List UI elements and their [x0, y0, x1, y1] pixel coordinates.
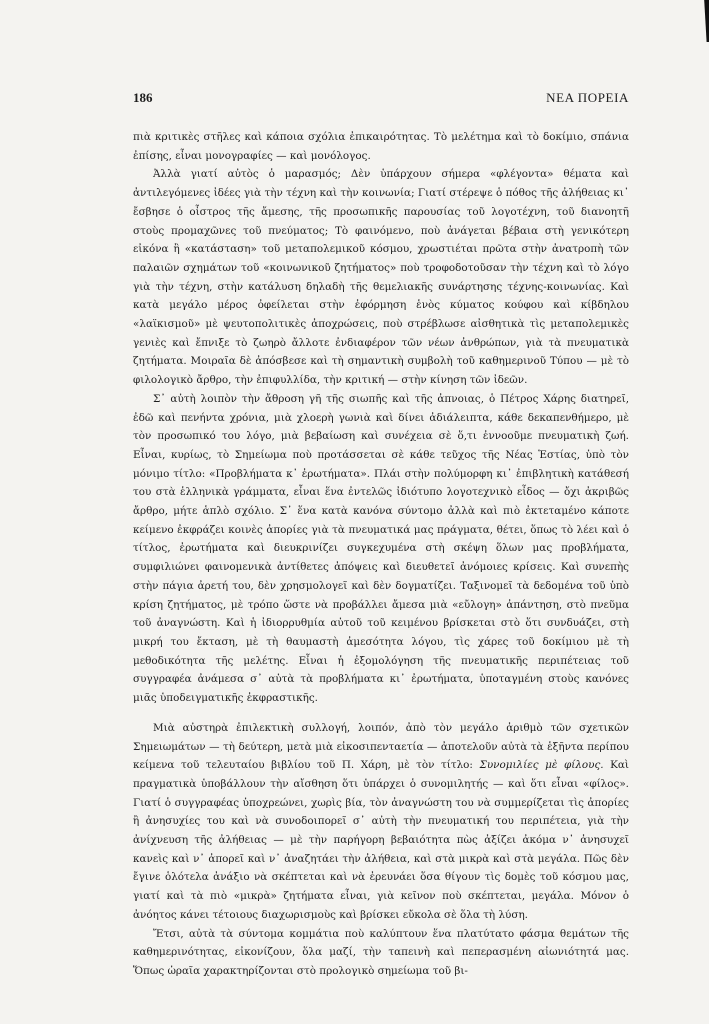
page-corner-shadow [703, 0, 709, 42]
article-body [133, 128, 629, 981]
paragraph-5: Ἔτσι, αὐτὰ τὰ σύντομα κομμάτια ποὺ καλύπτουν ἕνα πλατύτατο φάσμα θεμάτων τῆς καθημερινότητας, εἰκονίζουν, ὅλα μαζί, τὴν ταπεινὴ καὶ πεπερασμένη αἰωνιότητά μας. Ὅπως ὡραῖα χαρακτηρίζονται στὸ προλογικὸ σημείωμα τοῦ βι- [133, 927, 629, 977]
paragraph-1: πιὰ κριτικὲς στῆλες καὶ κάποια σχόλια ἐπικαιρότητας. Τὸ μελέτημα καὶ τὸ δοκίμιο, σπάνια ἐπίσης, εἶναι μονογραφίες — καὶ μονόλογος. [133, 131, 629, 162]
book-title: Συνομιλίες μὲ φίλους. [479, 759, 604, 772]
page-number: 186 [133, 90, 153, 105]
running-header [133, 90, 629, 108]
paragraph-4 [133, 719, 629, 925]
paragraph-3: Σ᾿ αὐτὴ λοιπὸν τὴν ἄθροση γῆ τῆς σιωπῆς καὶ τῆς ἀπνοιας, ὁ Πέτρος Χάρης διατηρεῖ, ἐδῶ καὶ πενήντα χρόνια, μιὰ χλοερὴ γωνιὰ καὶ δίνει ἀδιάλειπτα, κάθε δεκαπενθήμερο, μὲ τὸν προσωπικό του λόγο, μιὰ βεβαίωση καὶ συνέχεια σὲ ὅ,τι ἐννοοῦμε πνευματικὴ ζωή. Εἶναι, κυρίως, τὸ Σημείωμα ποὺ προτάσσεται σὲ κάθε τεῦχος τῆς Νέας Ἑστίας, ὑπὸ τὸν μόνιμο τίτλο: «Προβλήματα κ᾿ ἐρωτήματα». Πλάι στὴν πολύμορφη κι᾿ ἐπιβλητικὴ κατάθεσή του στὰ ἑλληνικὰ γράμματα, εἶναι ἕνα ἐντελῶς ἰδιότυπο λογοτεχνικὸ εἶδος — ὄχι ἀκριβῶς ἄρθρο, μήτε ἁπλὸ σχόλιο. Σ᾿ ἕνα κατὰ κανόνα σύντομο ἀλλὰ καὶ πιὸ ἐκτεταμένο κάποτε κείμενο ἐκφράζει κοινὲς ἀπορίες γιὰ τὰ πνευματικά μας πράγματα, θέτει, ὅπως τὸ λέει καὶ ὁ τίτλος, ἐρωτήματα καὶ διευκρινίζει συγκεχυμένα στὴ σκέψη ὅλων μας προβλήματα, συμφιλιώνει φαινομενικὰ ἀντίθετες ἀπόψεις καὶ διευθετεῖ ἀνόμοιες κρίσεις. Καὶ συνεπὴς στὴν πάγια ἀρετή του, δὲν χρησμολογεῖ καὶ δὲν δογματίζει. Ταξινομεῖ τὰ δεδομένα τοῦ ὑπὸ κρίση ζητήματος, μὲ τρόπο ὥστε νὰ προβάλλει ἄμεσα μιὰ «εὔλογη» ἀπάντηση, στὸ πνεῦμα τοῦ ἀναγνώστη. Καὶ ἡ ἰδιορρυθμία αὐτοῦ τοῦ κειμένου βρίσκεται στὸ ὅτι συνδυάζει, στὴ μικρή του ἔκταση, μὲ τὴ θαυμαστὴ ἀμεσότητα λόγου, τὶς χάρες τοῦ δοκίμιου μὲ τὴ μεθοδικότητα τῆς μελέτης. Εἶναι ἡ ἐξομολόγηση τῆς πνευματικῆς περιπέτειας τοῦ συγγραφέα ἀνάμεσα σ᾿ αὐτὰ τὰ προβλήματα κι᾿ ἐρωτήματα, ὑποταγμένη στοὺς κανόνες μιᾶς ὑποδειγματικῆς ἐκφραστικῆς. [133, 392, 629, 705]
paragraph-4-text: Μιὰ αὐστηρὰ ἐπιλεκτικὴ συλλογή, λοιπόν, ἀπὸ τὸν μεγάλο ἀριθμὸ τῶν σχετικῶν Σημειωμάτων — τὴ δεύτερη, μετὰ μιὰ εἰκοσιπενταετία — ἀποτελοῦν αὐτὰ τὰ ἑξῆντα περίπου κείμενα τοῦ τελευταίου βιβλίου τοῦ Π. Χάρη, μὲ τὸν τίτλο: [133, 721, 629, 772]
journal-title: ΝΕΑ ΠΟΡΕΙΑ [546, 90, 629, 105]
paragraph-2: Ἀλλὰ γιατί αὐτὸς ὁ μαρασμός; Δὲν ὑπάρχουν σήμερα «φλέγοντα» θέματα καὶ ἀντιλεγόμενες ἰδέες γιὰ τὴν τέχνη καὶ τὴν κοινωνία; Γιατί στέρεψε ὁ πόθος τῆς ἀλήθειας κι᾿ ἔσβησε ὁ οἶστρος τῆς ἄμεσης, τῆς προσωπικῆς παρουσίας τοῦ λογοτέχνη, τοῦ διανοητῆ στοὺς προμαχῶνες τοῦ πνεύματος; Τὸ φαινόμενο, ποὺ ἀνάγεται βέβαια στὴ γενικότερη εἰκόνα ἢ «κατάσταση» τοῦ μεταπολεμικοῦ κόσμου, χρωστιέται πρῶτα στὴν ἀνατροπὴ τῶν παλαιῶν σχημάτων τοῦ «κοινωνικοῦ ζητήματος» ποὺ τροφοδοτοῦσαν τὴν τέχνη καὶ τὸ λόγο γιὰ τὴν τέχνη, στὴν κατάλυση δηλαδὴ τῆς θεμελιακῆς συνάρτησης τέχνης-κοινωνίας. Καὶ κατὰ μεγάλο μέρος ὀφείλεται στὴν ἐφόρμηση ἑνὸς κύματος κούφου καὶ κίβδηλου «λαϊκισμοῦ» μὲ ψευτοπολιτικὲς ἀποχρώσεις, ποὺ στρέβλωσε αἰσθητικὰ τὶς μεταπολεμικὲς γενιὲς καὶ ἔπνιξε τὸ ζωηρὸ ἄλλοτε ἐνδιαφέρον τῶν νέων ἀνθρώπων, γιὰ τὰ πνευματικὰ ζητήματα. Μοιραῖα δὲ ἀπόσβεσε καὶ τὴ σημαντικὴ συμβολὴ τοῦ καθημερινοῦ Τύπου — μὲ τὸ φιλολογικὸ ἄρθρο, τὴν ἐπιφυλλίδα, τὴν κριτική — στὴν κίνηση τῶν ἰδεῶν. [133, 168, 629, 387]
paragraph-4-continuation: Καὶ πραγματικὰ ὑποβάλλουν τὴν αἴσθηση ὅτι ὑπάρχει ὁ συνομιλητής — καὶ ὅτι εἶναι «φίλος». Γιατί ὁ συγγραφέας ὑποχρεώνει, χωρὶς βία, τὸν ἀναγνώστη του νὰ συμμερίζεται τὶς ἀπορίες ἢ ἀνησυχίες του καὶ νὰ συνοδοιπορεῖ σ᾿ αὐτὴ τὴν πνευματική του περιπέτεια, γιὰ τὴν ἀνίχνευση τῆς ἀλήθειας — μὲ τὴν παρήγορη βεβαιότητα πὼς ἀξίζει ἀκόμα ν᾿ ἀνησυχεῖ κανεὶς καὶ ν᾿ ἀπορεῖ καὶ ν᾿ ἀναζητάει τὴν ἀλήθεια, καὶ στὰ μικρὰ καὶ στὰ μεγάλα. Πῶς δὲν ἔγινε ὁλότελα ἀνάξιο νὰ σκέπτεται καὶ νὰ ἐρευνάει ὅσα θίγουν τὶς δομὲς τοῦ κόσμου μας, γιατί καὶ τὰ πιὸ «μικρὰ» ζητήματα εἶναι, γιὰ κεῖνον ποὺ σκέπτεται, μεγάλα. Μόνον ὁ ἀνόητος κάνει τέτοιους διαχωρισμοὺς καὶ βρίσκει εὔκολα σὲ ὅλα τὴ λύση. [133, 759, 629, 921]
